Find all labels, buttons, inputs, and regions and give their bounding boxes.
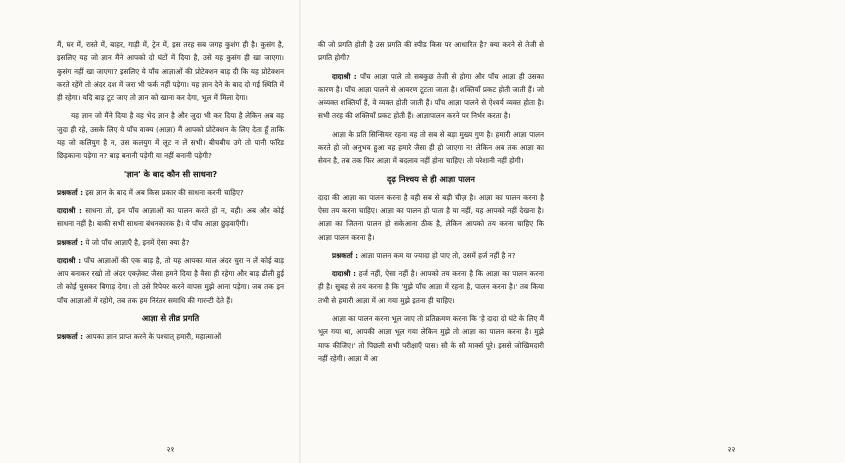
dialogue-text: आज्ञा पालन कम या ज्यादा हो पाए तो, उसमें हर्ज नहीं है न? [360, 250, 516, 260]
section-heading: दृढ़ निश्चय से ही आज्ञा पालन [387, 173, 475, 184]
speaker-label: दादाश्री : [332, 269, 357, 279]
dialogue-text: साधना तो, इन पाँच आज्ञाओं का पालन करते हो न, वही। अब और कोई साधना नहीं है। बाकी सभी साधना बंधनकारक है। ये पाँच आज्ञा छुड़वाएँगी। [57, 205, 284, 229]
paragraph: आज्ञा का पालन करना भूल जाए तो प्रतिक्रमण करना कि 'हे दादा दो घंटे के लिए मैं भूल गया था, आपकी आज्ञा भूल गया लेकिन मुझे तो आज्ञा का पालन करना है। मुझे माफ कीजिए।' तो पिछली सभी परीक्षाएँ पास। सौ के सौ मार्क्स पूरे। इससे जोखिमदारी नहीं रहेगी। आज्ञा में आ [318, 314, 544, 363]
speaker-label: दादाश्री : [57, 255, 82, 265]
dialogue-question [57, 236, 284, 249]
dialogue-question [318, 249, 544, 262]
dialogue-text: पाँच आज्ञाओं की एक बाड़ है, तो यह आपका माल अंदर चुरा न लें कोई बाड़ आप बनाकर रखो तो अंदर एक्ज़ेक्ट जैसा हमने दिया है वैसा ही रहेगा और बाड़ ढीली हुई तो कोई घुसकर बिगाड़ देगा। तो उसे रिपेयर करने वापस मुझे आना पड़ेगा। जब तक इन पाँच आज्ञाओं में रहोगे, तब तक हम निरंतर समाधि की गारन्टी देते हैं। [57, 255, 284, 305]
speaker-label: प्रश्नकर्ता : [57, 187, 84, 197]
paragraph: यह ज्ञान जो मैंने दिया है वह भेद ज्ञान है और जुदा भी कर दिया है लेकिन अब वह जुदा ही रहे, उसके लिए ये पाँच वाक्य (आज्ञा) मैं आपको प्रोटेक्शन के लिए देता हूँ ताकि यह जो कलियुग है न, उस कलयुग में लूट न लें सभी। बीचबीच उगे तो पानी फाॅरेड छिड़काना पड़ेगा न? बाड़ बनानी पड़ेगी या नहीं बनानी पड़ेगी? [57, 111, 284, 161]
speaker-label: प्रश्नकर्ता : [57, 332, 84, 342]
speaker-label: प्रश्नकर्ता : [332, 250, 359, 260]
dialogue-question [57, 330, 284, 343]
section-heading: आज्ञा से तीव्र प्रगति [141, 313, 200, 324]
dialogue-text: आपका ज्ञान प्राप्त करने के पश्चात् हमारी, महात्माओं [85, 332, 222, 342]
dialogue-text: पाँच आज्ञा पाले तो सबकुछ तेजी से होगा और पाँच आज्ञा ही उसका कारण है। पाँच आज्ञा पालने से आवरण टूटता जाता है। शक्तियाँ प्रकट होती जाती हैं। जो अव्यक्त शक्तियाँ हैं, वे व्यक्त होती जाती हैं। पाँच आज्ञा पालने से ऐश्वर्य व्यक्त होता है। सभी तरह की शक्तियाँ प्रकट होती हैं। आज्ञापालन करने पर निर्भर करता है। [318, 71, 544, 121]
page-number: २२ [727, 445, 736, 454]
paragraph: आज्ञा के प्रति सिन्सियर रहना वह तो सब से बड़ा मुख्य गुण है। हमारी आज्ञा पालन करते हो जो अनुभव हुआ वह हमारे जैसा ही हो जाएगा न! लेकिन अब तक आज्ञा का सेवन है, तब तक फिर आज्ञा में बदलाव नहीं होना चाहिए। तो परेशानी नहीं होगी। [318, 129, 544, 166]
dialogue-answer [57, 254, 284, 307]
dialogue-text: हर्ज नहीं, ऐसा नहीं है। आपको तय करना है कि आज्ञा का पालन करना ही है। सुबह से तय करना है कि 'मुझे पाँच आज्ञा में रहना है, पालन करना है।' तब किया तभी से हमारी आज्ञा में आ गया मुझे इतना ही चाहिए। [318, 269, 544, 305]
paragraph: मैं, घर में, रास्ते में, बाहर, गाड़ी में, ट्रेन में, इस तरह सब जगह कुशंग ही है। कुसंग है, इसलिए यह जो ज्ञान मैंने आपको दो घंटों में दिया है, उसे यह कुसंग ही खा जाएगा। कुसंग नहीं खा जाएगा? इसलिए ये पाँच आज्ञाओं की प्रोटेक्शन बाड़ दी कि यह प्रोटेक्शन करते रहेंगे तो अंदर दश में जरा भी फर्क नहीं पड़ेगा। यह ज्ञान देने के बाद दो गई स्थिति में ही रहेगा। यदि बाड़ टूट जाए तो ज्ञान को खाना कर देगा, भूल में मिला देगा। [57, 40, 284, 103]
dialogue-answer [57, 204, 284, 231]
dialogue-answer [318, 267, 544, 307]
speaker-label: प्रश्नकर्ता : [57, 237, 84, 247]
speaker-label: दादाश्री : [57, 205, 82, 215]
section-heading: 'ज्ञान' के बाद कौन सी साधना? [123, 168, 218, 179]
speaker-label: दादाश्री : [332, 71, 357, 81]
paragraph: दादा की आज्ञा का पालन करना है वही सब से बड़ी चीज़ है। आज्ञा का पालन करना है ऐसा तय करना चाहिए। आज्ञा का पालन हो पाता है या नहीं, यह आपको नहीं देखना है। आज्ञा का जितना पालन हो सकेआना ठीक है, लेकिन आपको तय करना चाहिए कि आज्ञा पालन करना है। [318, 192, 544, 242]
right-page [300, 0, 736, 463]
paragraph: की जो प्रगति होती है उस प्रगति की स्पीड किस पर आधारित है? क्या करने से तेजी से प्रगति होगी? [318, 40, 544, 63]
page-number: २१ [166, 445, 175, 454]
dialogue-text: ये जो पाँच आज्ञाएँ है, इनमें ऐसा क्या है? [85, 237, 190, 247]
left-page [0, 0, 300, 463]
dialogue-text: इस ज्ञान के बाद में अब किस प्रकार की साधना करनी चाहिए? [85, 187, 244, 197]
dialogue-answer [318, 70, 544, 123]
dialogue-question [57, 186, 284, 199]
